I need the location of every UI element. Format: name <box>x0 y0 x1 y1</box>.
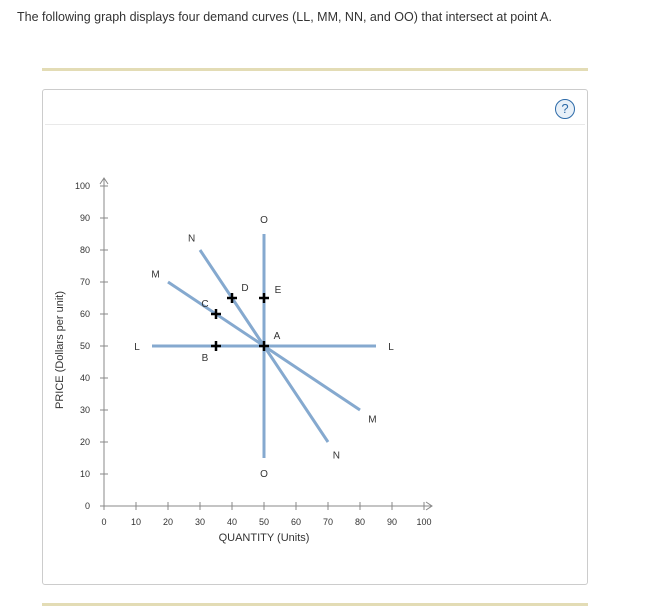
curve-label-start: N <box>188 233 196 245</box>
x-tick-label: 60 <box>290 517 302 527</box>
point-label: A <box>273 331 281 342</box>
curve-label-end: O <box>260 469 268 480</box>
axes <box>54 178 432 544</box>
curve-label-start: M <box>151 269 160 281</box>
x-tick-label: 40 <box>226 517 238 527</box>
y-tick-label: 100 <box>74 181 90 191</box>
point-label: B <box>201 353 209 364</box>
x-tick-label: 20 <box>162 517 174 527</box>
y-tick-label: 60 <box>79 309 90 319</box>
y-axis-title: PRICE (Dollars per unit) <box>54 291 66 409</box>
x-tick-label: 0 <box>101 517 107 527</box>
y-tick-label: 80 <box>79 245 90 255</box>
question-prompt: The following graph displays four demand curves (LL, MM, NN, and OO) that intersect at point A. <box>17 10 552 24</box>
point-label: C <box>201 299 209 310</box>
x-tick-label: 70 <box>322 517 334 527</box>
x-tick-label: 90 <box>386 517 398 527</box>
x-tick-label: 50 <box>258 517 270 527</box>
x-tick-label: 30 <box>194 517 206 527</box>
x-tick-label: 10 <box>130 517 142 527</box>
point-B <box>202 341 221 364</box>
y-tick-label: 90 <box>79 213 90 223</box>
x-axis-title: QUANTITY (Units) <box>218 532 310 544</box>
x-tick-label: 80 <box>354 517 366 527</box>
top-divider <box>42 68 588 71</box>
help-icon[interactable]: ? <box>555 99 575 119</box>
y-tick-label: 0 <box>84 501 90 511</box>
point-label: E <box>274 285 282 296</box>
curve-label-end: L <box>388 342 394 353</box>
curve-label-end: M <box>368 414 377 426</box>
point-label: D <box>241 283 249 294</box>
point-E <box>259 285 282 303</box>
y-tick-label: 30 <box>79 405 90 415</box>
y-tick-label: 20 <box>79 437 90 447</box>
y-tick-label: 10 <box>79 469 90 479</box>
y-tick-label: 70 <box>79 277 90 287</box>
curve-label-start: O <box>260 215 268 226</box>
demand-curves-chart <box>43 90 587 584</box>
y-tick-label: 40 <box>79 373 90 383</box>
y-tick-label: 50 <box>79 341 90 351</box>
curve-label-start: L <box>134 342 140 353</box>
x-tick-label: 100 <box>416 517 432 527</box>
curve-label-end: N <box>332 450 340 462</box>
graph-panel <box>42 89 588 585</box>
